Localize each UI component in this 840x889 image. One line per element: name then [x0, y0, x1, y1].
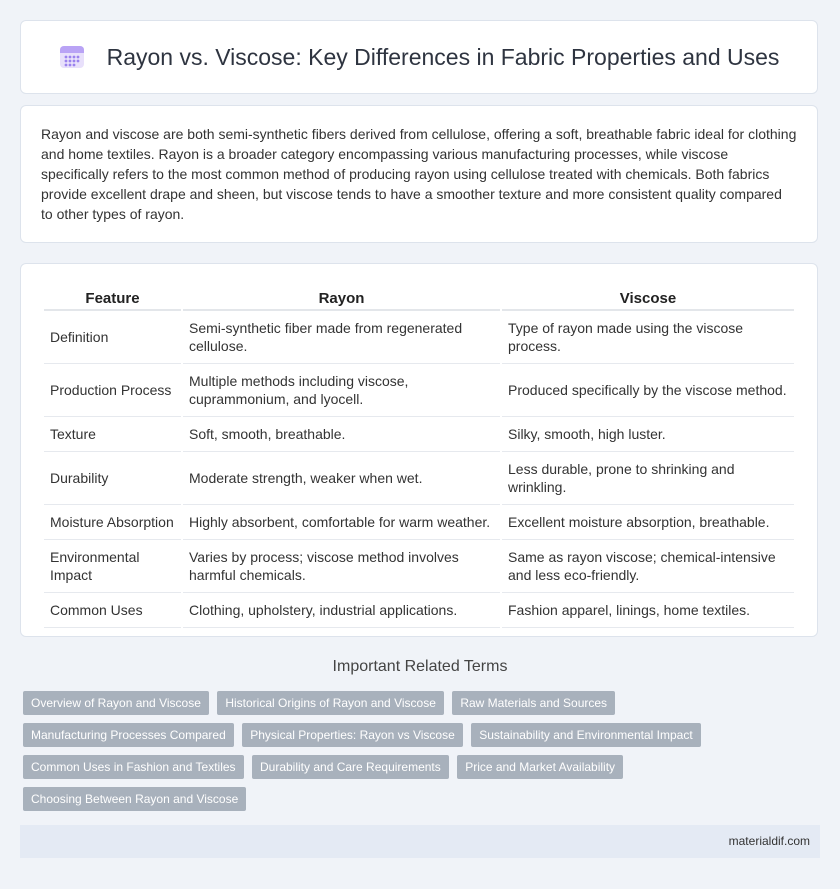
header-rayon: Rayon — [183, 284, 500, 311]
footer-site-link[interactable]: materialdif.com — [728, 834, 810, 848]
calendar-grid-icon — [59, 44, 85, 70]
viscose-cell: Silky, smooth, high luster. — [502, 417, 794, 452]
related-term-tag[interactable]: Overview of Rayon and Viscose — [23, 691, 209, 715]
comparison-table — [42, 284, 796, 628]
feature-cell: Definition — [44, 311, 181, 364]
related-term-tag[interactable]: Raw Materials and Sources — [452, 691, 615, 715]
rayon-cell: Moderate strength, weaker when wet. — [183, 452, 500, 505]
table-row — [44, 452, 794, 505]
table-row — [44, 540, 794, 593]
table-row — [44, 505, 794, 540]
viscose-cell: Type of rayon made using the viscose process. — [502, 311, 794, 364]
header-feature: Feature — [44, 284, 181, 311]
rayon-cell: Clothing, upholstery, industrial applications. — [183, 593, 500, 628]
page-header — [20, 20, 818, 94]
table-row — [44, 593, 794, 628]
viscose-cell: Less durable, prone to shrinking and wrinkling. — [502, 452, 794, 505]
page-title: Rayon vs. Viscose: Key Differences in Fabric Properties and Uses — [106, 43, 780, 70]
related-term-tag[interactable]: Historical Origins of Rayon and Viscose — [217, 691, 444, 715]
feature-cell: Common Uses — [44, 593, 181, 628]
feature-cell: Production Process — [44, 364, 181, 417]
related-term-tag[interactable]: Physical Properties: Rayon vs Viscose — [242, 723, 463, 747]
header-viscose: Viscose — [502, 284, 794, 311]
rayon-cell: Soft, smooth, breathable. — [183, 417, 500, 452]
feature-cell: Environmental Impact — [44, 540, 181, 593]
related-term-tag[interactable]: Durability and Care Requirements — [252, 755, 449, 779]
related-term-tag[interactable]: Sustainability and Environmental Impact — [471, 723, 700, 747]
related-terms-heading: Important Related Terms — [332, 658, 508, 675]
feature-cell: Durability — [44, 452, 181, 505]
viscose-cell: Same as rayon viscose; chemical-intensive and less eco-friendly. — [502, 540, 794, 593]
rayon-cell: Multiple methods including viscose, cuprammonium, and lyocell. — [183, 364, 500, 417]
feature-cell: Moisture Absorption — [44, 505, 181, 540]
table-row — [44, 417, 794, 452]
comparison-table-card — [20, 263, 818, 637]
viscose-cell: Excellent moisture absorption, breathable. — [502, 505, 794, 540]
rayon-cell: Varies by process; viscose method involves harmful chemicals. — [183, 540, 500, 593]
intro-paragraph: Rayon and viscose are both semi-synthetic fibers derived from cellulose, offering a soft, breathable fabric ideal for clothing and home textiles. Rayon is a broader category encompassing various manufacturing processes, while viscose specifically refers to the most common method of producing rayon using cellulose treated with chemicals. Both fabrics provide excellent drape and sheen, but viscose tends to have a smoother texture and more consistent quality compared to other types of rayon. — [41, 126, 797, 222]
feature-cell: Texture — [44, 417, 181, 452]
table-header-row — [44, 284, 794, 311]
page-footer — [20, 825, 820, 858]
table-row — [44, 311, 794, 364]
intro-card — [20, 105, 818, 243]
related-term-tag[interactable]: Common Uses in Fashion and Textiles — [23, 755, 244, 779]
rayon-cell: Highly absorbent, comfortable for warm weather. — [183, 505, 500, 540]
table-row — [44, 364, 794, 417]
related-term-tag[interactable]: Choosing Between Rayon and Viscose — [23, 787, 246, 811]
related-term-tag[interactable]: Price and Market Availability — [457, 755, 623, 779]
rayon-cell: Semi-synthetic fiber made from regenerated cellulose. — [183, 311, 500, 364]
related-term-tag[interactable]: Manufacturing Processes Compared — [23, 723, 234, 747]
viscose-cell: Produced specifically by the viscose method. — [502, 364, 794, 417]
related-terms-list — [23, 691, 723, 819]
viscose-cell: Fashion apparel, linings, home textiles. — [502, 593, 794, 628]
